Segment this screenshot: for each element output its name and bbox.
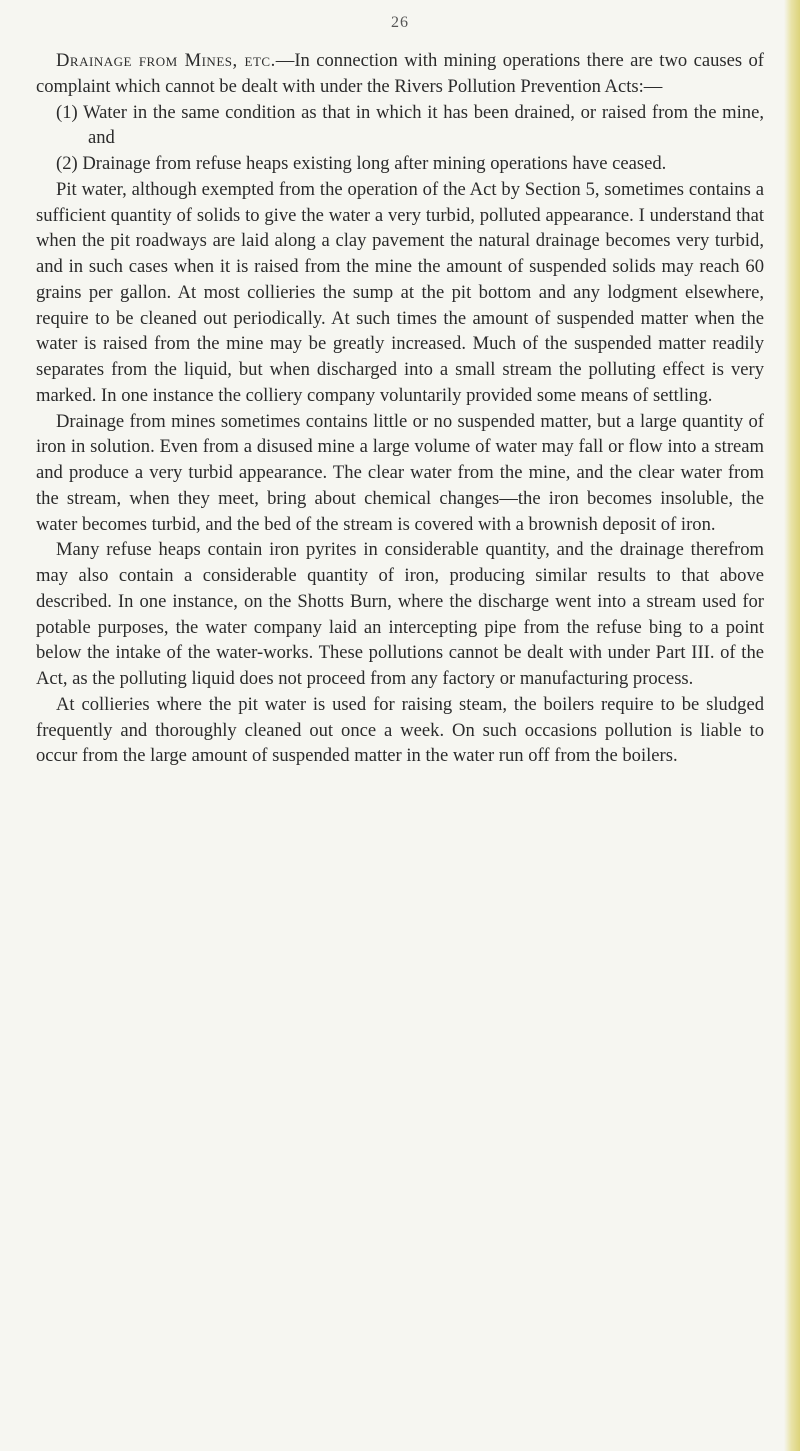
intro-text: —In connection with mining operations there are two causes of complaint which cannot be dealt with under the Rivers Pollution Prevention Acts:— [36,50,764,97]
body-paragraph: At collieries where the pit water is used for raising steam, the boilers require to be sludged frequently and thoroughly cleaned out once a week. On such occasions pollution is liable to occur from the large amount of suspended matter in the water run off from the boilers. [36,693,764,767]
body-paragraph: Many refuse heaps contain iron pyrites in considerable quantity, and the drainage therefrom may also contain a considerable quantity of iron, producing similar results to that above described. In one instance, on the Shotts Burn, where the discharge went into a stream used for potable purposes, the water company laid an intercepting pipe from the refuse bing to a point below the intake of the water-works. These pollutions cannot be dealt with under Part III. of the Act, as the polluting liquid does not proceed from any factory or manufacturing process. [36,539,764,689]
list-item [36,100,764,152]
page-number: 26 [391,14,409,31]
list-marker: (2) [56,153,78,174]
body-paragraph: Pit water, although exempted from the operation of the Act by Section 5, sometimes contains a sufficient quantity of solids to give the water a very turbid, polluted appearance. I understand that when the pit roadways are laid along a clay pavement the natural drainage becomes very turbid, and in such cases when it is raised from the mine the amount of suspended solids may reach 60 grains per gallon. At most collieries the sump at the pit bottom and any lodgment elsewhere, require to be cleaned out periodically. At such times the amount of suspended matter when the water is raised from the mine may be greatly increased. Much of the suspended matter readily separates from the liquid, but when discharged into a small stream the polluting effect is very marked. In one instance the colliery company voluntarily provided some means of settling. [36,178,764,406]
page-edge [784,0,800,1451]
intro-paragraph [36,48,764,100]
section-heading: Drainage from Mines, etc. [56,50,276,71]
list-marker: (1) [56,101,78,123]
body-paragraph: Drainage from mines sometimes contains little or no suspended matter, but a large quantity of iron in solution. Even from a disused mine a large volume of water may fall or flow into a stream and produce a very turbid appearance. The clear water from the mine, and the clear water from the stream, when they meet, bring about chemical changes—the iron becomes insoluble, the water becomes turbid, and the bed of the stream is covered with a brownish deposit of iron. [36,410,764,535]
list-item [36,151,764,177]
page-body [36,48,764,769]
list-text: Drainage from refuse heaps existing long after mining operations have ceased. [82,153,667,174]
list-text: Water in the same condition as that in which it has been drained, or raised from the mine, and [83,101,765,149]
